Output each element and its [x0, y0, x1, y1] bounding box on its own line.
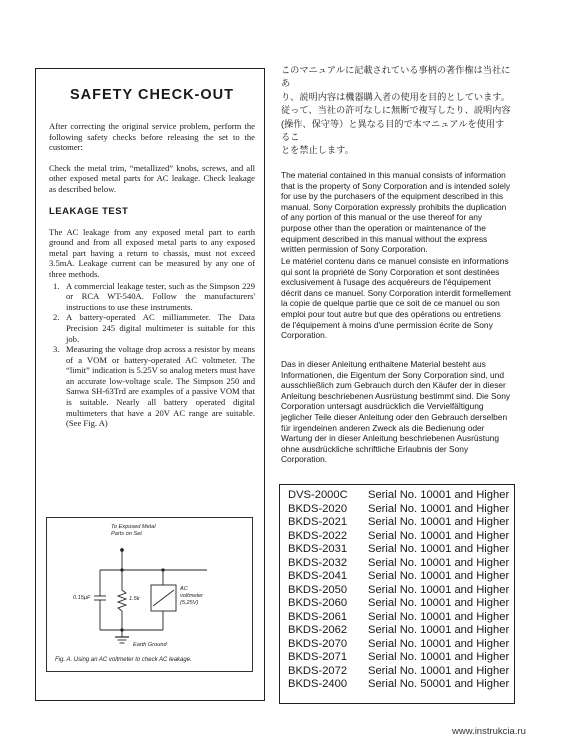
- table-row: BKDS-2070 Serial No. 10001 and Higher: [288, 637, 510, 650]
- model-serial-table: [279, 484, 515, 704]
- japanese-notice: このマニュアルに記載されている事柄の著作権は当社にあ り、説明内容は機器購入者の使用を目的としています。 従って、当社の許可なしに無断で複写したり、説明内容 (操作、保守等）と異なる目的で本マニュアルを使用するこ とを禁止します。: [281, 65, 511, 156]
- table-row: BKDS-2031 Serial No. 10001 and Higher: [288, 543, 510, 555]
- figure-caption: Fig. A. Using an AC voltmeter to check AC leakage.: [55, 657, 192, 663]
- table-row: BKDS-2060 Serial No. 10001 and Higher: [288, 597, 510, 609]
- figure-a-circuit: [46, 517, 253, 672]
- leakage-test-text: The AC leakage from any exposed metal part to earth ground and from all exposed metal parts to any exposed metal part having a return to chassis, must not exceed 3.5mA. Leakage current can be measured by any one of three methods.: [49, 226, 255, 279]
- voltmeter-label-3: (5.25V): [180, 600, 199, 606]
- voltmeter-label-2: voltmeter: [180, 593, 204, 599]
- table-row: BKDS-2061 Serial No. 10001 and Higher: [288, 610, 510, 623]
- table-row: BKDS-2400 Serial No. 50001 and Higher: [288, 678, 510, 690]
- german-notice: Das in dieser Anleitung enthaltene Material besteht aus Informationen, die Eigentum der Sony Corporation sind, und ausschließlich zum Gebrauch durch den Käufer der in dieser Anleitung beschriebenen Ausrüstung bestimmt sind. Die Sony Corporation untersagt ausdrücklich die Vervielfältigung jeglicher Teile dieser Anleitung oder den Gebrauch derselben für irgendeinen anderen Zweck als die Bedienung oder Wartung der in dieser Anleitung beschriebenen Ausrüstung ohne ausdrückliche schriftliche Erlaubnis der Sony Corporation.: [281, 359, 511, 465]
- safety-intro: After correcting the original service problem, perform the following safety checks before releasing the set to the customer:: [49, 121, 255, 153]
- safety-checkout-box: [35, 68, 265, 701]
- table-row: BKDS-2062 Serial No. 10001 and Higher: [288, 624, 510, 636]
- table-row: BKDS-2021 Serial No. 10001 and Higher: [288, 516, 510, 528]
- safety-check-text: Check the metal trim, “metallized” knobs, screws, and all other exposed metal parts for AC leakage. Check leakage as described below.: [49, 162, 255, 194]
- table-row: BKDS-2071 Serial No. 10001 and Higher: [288, 651, 510, 663]
- methods-list: [49, 281, 255, 429]
- table-row: BKDS-2041 Serial No. 10001 and Higher: [288, 570, 510, 582]
- voltmeter-label-1: AC: [180, 586, 188, 592]
- table-row: BKDS-2072 Serial No. 10001 and Higher: [288, 664, 510, 677]
- figure-label-top-2: Parts on Set: [111, 531, 142, 537]
- table-row: BKDS-2032 Serial No. 10001 and Higher: [288, 556, 510, 569]
- table-row: DVS-2000C Serial No. 10001 and Higher: [288, 489, 510, 501]
- table-row: BKDS-2050 Serial No. 10001 and Higher: [288, 583, 510, 596]
- leakage-test-heading: LEAKAGE TEST: [49, 205, 129, 217]
- french-notice: Le matériel contenu dans ce manuel consiste en informations qui sont la propriété de Sony Corporation et sont destinées exclusivement à l'usage des acquéreurs de l'équipement décrit dans ce manuel. Sony Corporation interdit formellement la copie de quelque partie que ce soit de ce manuel ou son emploi pour tout autre but que des opérations ou entretiens de l'équipement à moins d'une permission écrite de Sony Corporation.: [281, 256, 511, 341]
- method-item: 3. Measuring the voltage drop across a resistor by means of a VOM or battery-operated AC voltmeter. The “limit” indication is 5.25V so analog meters must have an accurate low-voltage scale. The Simpson 250 and Sanwa SH-63Trd are examples of a passive VOM that is suitable. Nearly all battery operated digital multimeters that have a 20V AC range are suitable. (See Fig. A): [53, 344, 255, 429]
- english-notice: The material contained in this manual consists of information that is the property of Sony Corporation and is intended solely for use by the purchasers of the equipment described in this manual. Sony Corporation expressly prohibits the duplication of any portion of this manual or the use thereof for any purpose other than the operation or maintenance of the equipment described in this manual without the express written permission of Sony Corporation.: [281, 170, 511, 255]
- resistor-label: 1.5k: [129, 596, 140, 602]
- table-row: BKDS-2022 Serial No. 10001 and Higher: [288, 529, 510, 542]
- figure-label-top-1: To Exposed Metal: [111, 524, 156, 530]
- safety-title: SAFETY CHECK-OUT: [70, 87, 234, 103]
- watermark-text: www.instrukcia.ru: [452, 726, 526, 737]
- table-row: BKDS-2020 Serial No. 10001 and Higher: [288, 502, 510, 515]
- method-item: 2. A battery-operated AC milliammeter. The Data Precision 245 digital multimeter is suitable for this job.: [53, 312, 255, 344]
- ground-label: Earth Ground: [133, 642, 167, 648]
- method-item: 1. A commercial leakage tester, such as the Simpson 229 or RCA WT-540A. Follow the manufacturers' instructions to use these instruments.: [53, 280, 255, 312]
- capacitor-label: 0.15μF: [73, 595, 91, 601]
